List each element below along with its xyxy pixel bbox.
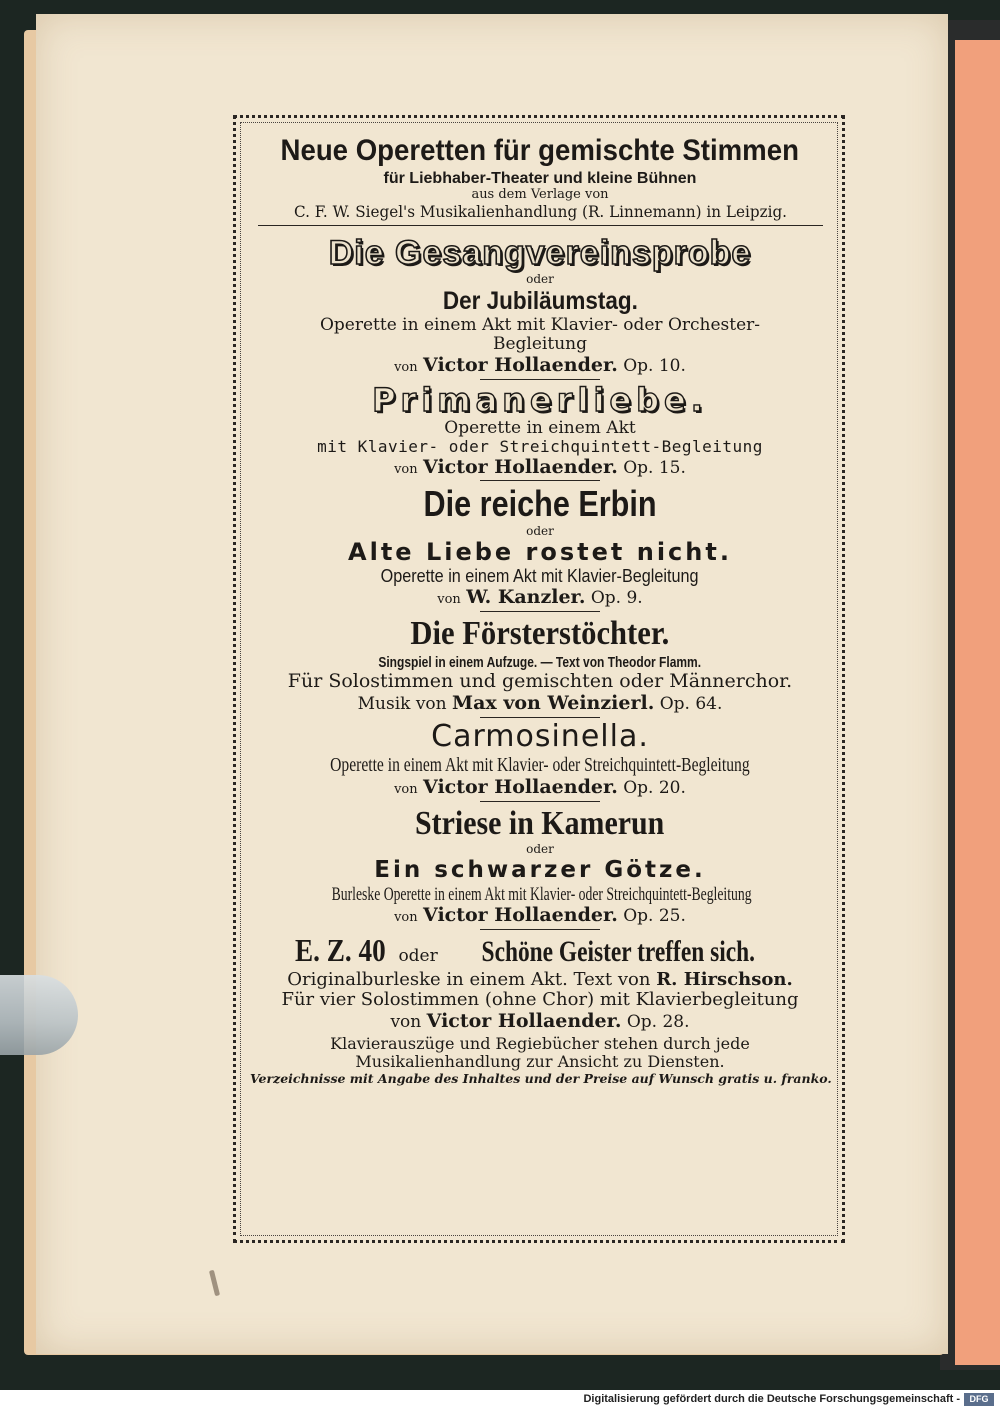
- work-opus: Op. 25.: [623, 906, 686, 927]
- work-desc: Operette in einem Akt: [444, 417, 636, 438]
- work-title: Die reiche Erbin: [423, 483, 657, 525]
- work-desc: Operette in einem Akt mit Klavier-Begleitung: [381, 566, 699, 587]
- work-von: von: [394, 910, 418, 926]
- work-item: [250, 382, 830, 482]
- header-divider: [258, 225, 823, 226]
- work-von: von: [394, 359, 418, 375]
- work-author: R. Hirschson.: [656, 968, 793, 990]
- footer-text: Digitalisierung gefördert durch die Deutsche Forschungsgemeinschaft -: [583, 1393, 960, 1405]
- work-divider: [480, 611, 600, 612]
- work-composer: Victor Hollaender.: [423, 455, 618, 478]
- work-desc: Operette in einem Akt mit Klavier- oder Orchester-: [319, 314, 761, 335]
- ad-subtitle: für Liebhaber-Theater und kleine Bühnen: [383, 169, 697, 187]
- work-opus: Op. 9.: [590, 587, 643, 608]
- work-item: [250, 483, 830, 611]
- work-title: Striese in Kamerun: [415, 805, 665, 843]
- work-subtitle: Der Jubiläumstag.: [442, 287, 638, 316]
- work-opus: Op. 10.: [623, 355, 686, 376]
- work-title: Schöne Geister treffen sich.: [481, 935, 755, 969]
- work-item: [250, 614, 830, 718]
- work-subtitle: Alte Liebe rostet nicht.: [348, 537, 732, 566]
- digitization-footer: [0, 1390, 1000, 1410]
- work-opus: Op. 15.: [623, 457, 686, 478]
- advertisement: [250, 128, 830, 1086]
- ad-title: Neue Operetten für gemischte Stimmen: [280, 134, 800, 167]
- work-opus: Op. 64.: [659, 694, 723, 715]
- work-desc: Burleske Operette in einem Akt mit Klavier- oder Streichquintett-Begleitung: [331, 883, 752, 905]
- work-or: oder: [526, 842, 554, 857]
- work-or: oder: [526, 523, 554, 538]
- work-or: oder: [398, 946, 438, 967]
- work-title: Die Gesangvereinsprobe: [328, 234, 752, 273]
- work-desc: Begleitung: [493, 334, 587, 355]
- dfg-logo-icon: DFG: [964, 1393, 994, 1406]
- work-divider: [480, 801, 600, 802]
- work-or: oder: [526, 272, 554, 287]
- work-von: von: [394, 782, 418, 798]
- work-desc: Singspiel in einem Aufzuge. — Text von Theodor Flamm.: [378, 653, 702, 671]
- work-divider: [480, 480, 600, 481]
- work-divider: [480, 929, 600, 930]
- closing-line: Musikalienhandlung zur Ansicht zu Diensten.: [355, 1052, 725, 1072]
- work-item: [250, 720, 830, 802]
- work-title: Die Försterstöchter.: [410, 614, 670, 652]
- closing-line: Klavierauszüge und Regiebücher stehen durch jede: [330, 1033, 750, 1053]
- work-desc: Für vier Solostimmen (ohne Chor) mit Klavierbegleitung: [281, 989, 799, 1011]
- page-clip: [0, 975, 78, 1055]
- work-composer: Victor Hollaender.: [426, 1010, 622, 1033]
- next-page-edge: [955, 40, 1000, 1365]
- work-von: von: [390, 1012, 422, 1033]
- work-von: von: [394, 461, 418, 477]
- work-desc: mit Klavier- oder Streichquintett-Begleitung: [317, 437, 763, 457]
- work-opus: Op. 28.: [626, 1012, 690, 1033]
- work-subtitle: Ein schwarzer Götze.: [374, 857, 706, 884]
- work-composer: Victor Hollaender.: [423, 776, 618, 799]
- work-item: [250, 804, 830, 930]
- work-composer: W. Kanzler.: [466, 585, 586, 608]
- verlag-name: C. F. W. Siegel's Musikalienhandlung (R. Linnemann) in Leipzig.: [293, 201, 787, 221]
- work-title: E. Z. 40: [294, 932, 386, 969]
- work-item: [250, 234, 830, 380]
- work-desc: Operette in einem Akt mit Klavier- oder Streichquintett-Begleitung: [330, 754, 750, 777]
- work-desc: Originalburleske in einem Akt. Text von: [287, 968, 651, 990]
- verlag-intro: aus dem Verlage von: [471, 186, 609, 202]
- work-divider: [480, 379, 600, 380]
- work-von: Musik von: [357, 694, 447, 715]
- work-opus: Op. 20.: [623, 778, 686, 799]
- work-von: von: [437, 591, 461, 607]
- work-composer: Max von Weinzierl.: [452, 692, 655, 715]
- work-item: [250, 932, 830, 1033]
- closing-note: Verzeichnisse mit Angabe des Inhaltes und der Preise auf Wunsch gratis u. franko.: [250, 1070, 832, 1086]
- work-title: Carmosinella.: [431, 718, 649, 754]
- work-composer: Victor Hollaender.: [423, 353, 618, 376]
- work-desc: Für Solostimmen und gemischten oder Männerchor.: [287, 670, 793, 693]
- work-title: Primanerliebe.: [372, 380, 708, 419]
- work-divider: [480, 717, 600, 718]
- work-composer: Victor Hollaender.: [423, 904, 618, 927]
